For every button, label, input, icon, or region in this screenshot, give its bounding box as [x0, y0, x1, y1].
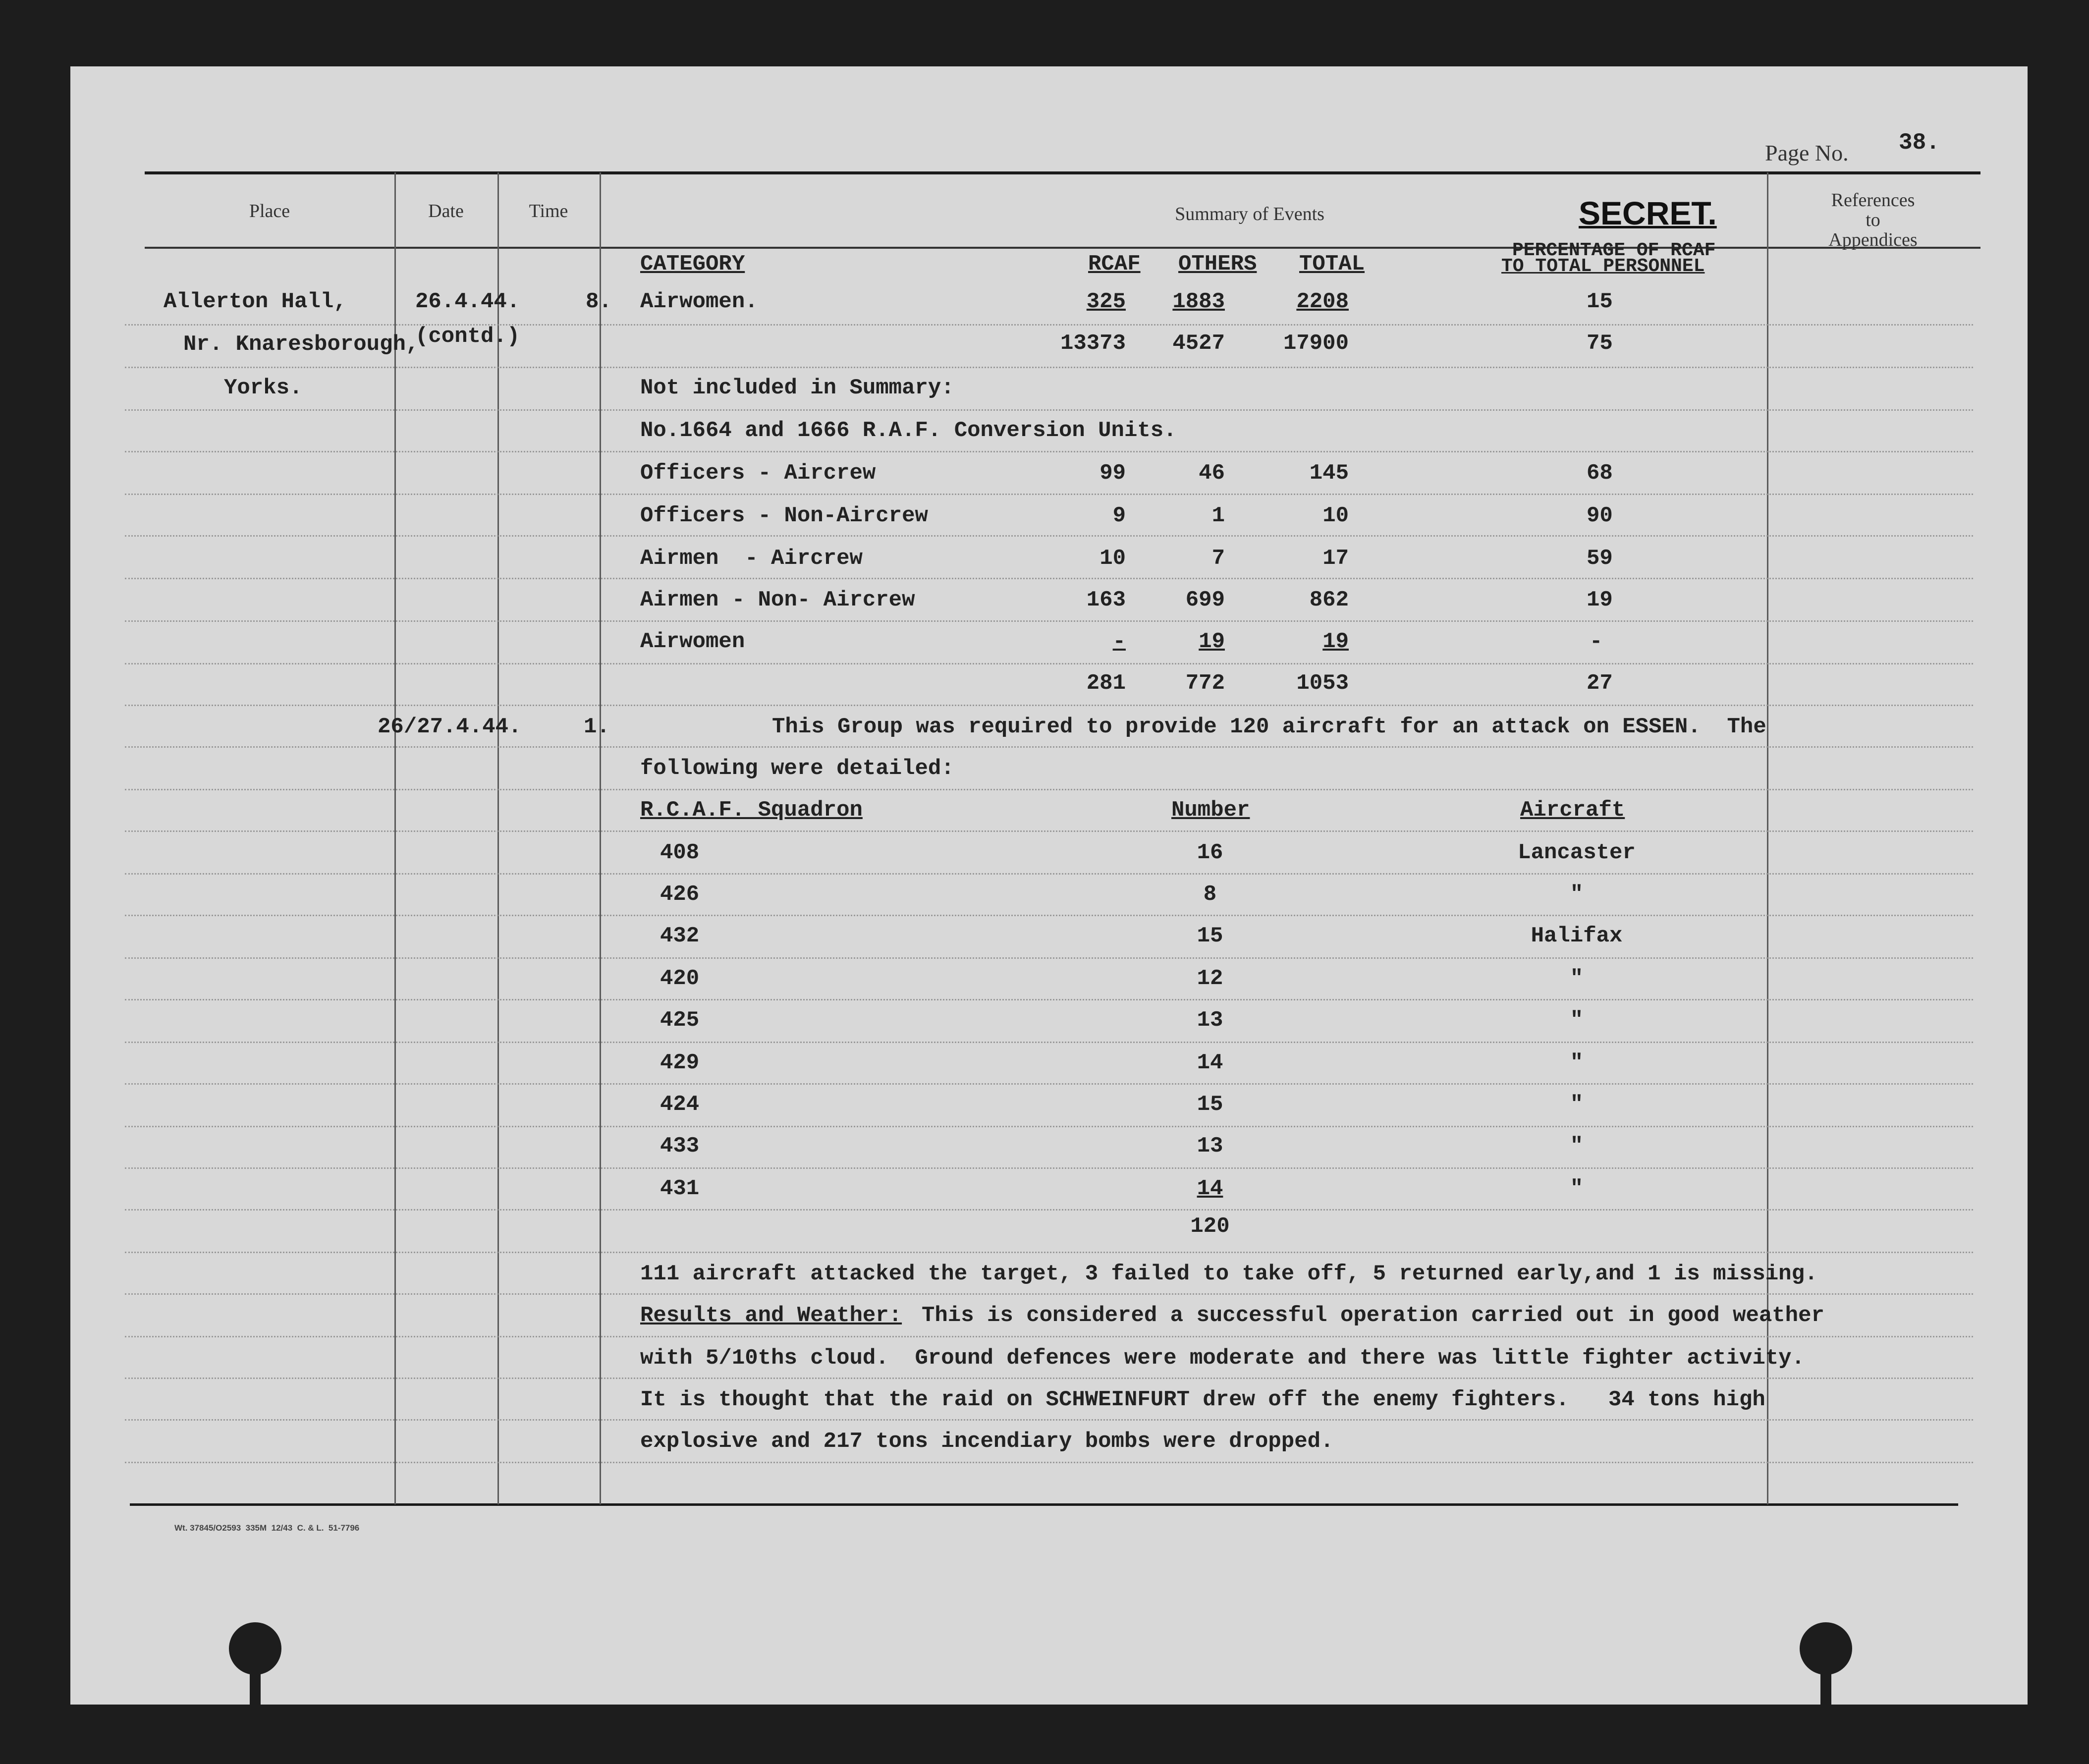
aircraft-type: " — [1570, 882, 1584, 907]
airwomen-rcaf: 325 — [1086, 289, 1126, 314]
entry2-time: 1. — [584, 715, 610, 739]
not-included-row-total: 10 — [1322, 503, 1349, 528]
ruled-line — [125, 367, 1973, 368]
airwomen-total: 2208 — [1296, 289, 1349, 314]
airwomen-others: 1883 — [1172, 289, 1225, 314]
number-header: Number — [1171, 798, 1250, 823]
ruled-line — [125, 535, 1973, 537]
summary-total-others: 4527 — [1172, 331, 1225, 356]
aircraft-type: " — [1570, 1134, 1584, 1158]
aircraft-count: 15 — [1197, 1092, 1223, 1117]
not-included-row-category: Officers - Aircrew — [640, 461, 876, 486]
not-included-row-total: 17 — [1322, 546, 1349, 571]
entry2-date: 26/27.4.44. — [378, 715, 522, 739]
not-included-row-pct: - — [1590, 629, 1603, 654]
column-header-place: Place — [249, 201, 290, 221]
entry1-date-note: (contd.) — [415, 324, 520, 349]
ruled-line — [125, 999, 1973, 1000]
summary-total-pct: 75 — [1587, 331, 1613, 356]
footer-rule — [130, 1503, 1958, 1506]
not-included-row-category: Airwomen — [640, 629, 745, 654]
ruled-line — [125, 1336, 1973, 1337]
not-included-total-total: 1053 — [1296, 671, 1349, 696]
not-included-row-total: 862 — [1309, 588, 1349, 612]
ruled-line — [125, 915, 1973, 916]
not-included-row-others: 46 — [1199, 461, 1225, 486]
header-top-rule — [145, 171, 1980, 174]
page-number-value: 38. — [1899, 130, 1940, 156]
aircraft-type: Halifax — [1531, 924, 1623, 948]
airwomen-category: Airwomen. — [640, 289, 758, 314]
binder-hole-right-stem — [1820, 1652, 1831, 1707]
squadron-number: 424 — [660, 1092, 700, 1117]
not-included-row-rcaf: - — [1112, 629, 1126, 654]
aircraft-count: 14 — [1197, 1176, 1223, 1201]
not-included-total-rcaf: 281 — [1086, 671, 1126, 696]
squadron-number: 425 — [660, 1008, 700, 1033]
place-line-2: Nr. Knaresborough, — [183, 332, 419, 357]
not-included-row-rcaf: 10 — [1099, 546, 1126, 571]
percentage-header-line2: TO TOTAL PERSONNEL — [1501, 256, 1705, 277]
page-number-label: Page No. — [1765, 140, 1849, 165]
ruled-line — [125, 620, 1973, 622]
not-included-row-pct: 59 — [1587, 546, 1613, 571]
ruled-line — [125, 789, 1973, 790]
col-line-time-summary — [600, 172, 601, 1504]
footer-print-code: Wt. 37845/O2593 335M 12/43 C. & L. 51-7796 — [174, 1523, 360, 1533]
not-included-row-pct: 68 — [1587, 461, 1613, 486]
aircraft-type: " — [1570, 1008, 1584, 1033]
ruled-line — [125, 705, 1973, 706]
results-line3: It is thought that the raid on SCHWEINFURT drew off the enemy fighters. 34 tons high — [640, 1387, 1765, 1412]
squadron-total: 120 — [1190, 1214, 1230, 1239]
ruled-line — [125, 1419, 1973, 1421]
squadron-number: 420 — [660, 966, 700, 991]
total-header: TOTAL — [1299, 252, 1365, 276]
squadron-number: 431 — [660, 1176, 700, 1201]
ruled-line — [125, 1378, 1973, 1379]
others-header: OTHERS — [1178, 252, 1257, 276]
aircraft-type: " — [1570, 1176, 1584, 1201]
secret-stamp: SECRET. — [1579, 195, 1717, 231]
not-included-row-category: Airmen - Aircrew — [640, 546, 863, 571]
ruled-line — [125, 494, 1973, 495]
ruled-line — [125, 324, 1973, 326]
aircraft-type: " — [1570, 966, 1584, 991]
not-included-row-others: 1 — [1211, 503, 1225, 528]
not-included-row-others: 699 — [1185, 588, 1225, 612]
ruled-line — [125, 451, 1973, 452]
not-included-row-total: 19 — [1322, 629, 1349, 654]
ruled-line — [125, 409, 1973, 411]
binder-hole-left-stem — [250, 1652, 261, 1707]
ruled-line — [125, 873, 1973, 875]
squadron-number: 432 — [660, 924, 700, 948]
squadron-number: 433 — [660, 1134, 700, 1158]
aircraft-header: Aircraft — [1520, 798, 1625, 823]
not-included-row-others: 7 — [1211, 546, 1225, 571]
squadron-header: R.C.A.F. Squadron — [640, 798, 863, 823]
entry2-intro-line1: This Group was required to provide 120 aircraft for an attack on ESSEN. The — [772, 715, 1766, 739]
ruled-line — [125, 1167, 1973, 1169]
ruled-line — [125, 1293, 1973, 1295]
results-line1: This is considered a successful operation carried out in good weather — [922, 1303, 1824, 1328]
results-line4: explosive and 217 tons incendiary bombs were dropped. — [640, 1429, 1334, 1454]
summary-total-total: 17900 — [1283, 331, 1349, 356]
squadron-number: 429 — [660, 1050, 700, 1075]
not-included-heading: Not included in Summary: — [640, 376, 954, 400]
results-line2: with 5/10ths cloud. Ground defences were moderate and there was little fighter activity. — [640, 1346, 1805, 1371]
not-included-total-pct: 27 — [1587, 671, 1613, 696]
not-included-row-rcaf: 99 — [1099, 461, 1126, 486]
ruled-line — [125, 1462, 1973, 1463]
not-included-row-total: 145 — [1309, 461, 1349, 486]
col-line-date-time — [497, 172, 499, 1504]
ruled-line — [125, 663, 1973, 664]
percentage-header-line1: PERCENTAGE OF RCAF — [1512, 240, 1716, 261]
col-line-place-date — [394, 172, 396, 1504]
rcaf-header: RCAF — [1088, 252, 1141, 276]
aircraft-count: 13 — [1197, 1134, 1223, 1158]
ruled-line — [125, 1083, 1973, 1085]
column-header-references: References to Appendices — [1828, 190, 1918, 250]
not-included-total-others: 772 — [1185, 671, 1225, 696]
squadron-number: 408 — [660, 840, 700, 865]
entry1-date: 26.4.44. — [415, 289, 520, 314]
aircraft-type: " — [1570, 1050, 1584, 1075]
category-header: CATEGORY — [640, 252, 745, 276]
not-included-row-pct: 90 — [1587, 503, 1613, 528]
aircraft-count: 15 — [1197, 924, 1223, 948]
entry1-time: 8. — [586, 289, 612, 314]
aircraft-count: 14 — [1197, 1050, 1223, 1075]
conversion-units-line: No.1664 and 1666 R.A.F. Conversion Units. — [640, 418, 1177, 443]
aircraft-count: 16 — [1197, 840, 1223, 865]
aircraft-type: Lancaster — [1518, 840, 1636, 865]
ruled-line — [125, 1042, 1973, 1043]
ruled-line — [125, 957, 1973, 959]
form-sheet — [70, 66, 2028, 1705]
place-line-1: Allerton Hall, — [164, 289, 347, 314]
not-included-row-rcaf: 9 — [1112, 503, 1126, 528]
airwomen-pct: 15 — [1587, 289, 1613, 314]
summary-total-rcaf: 13373 — [1060, 331, 1126, 356]
aircraft-count: 8 — [1203, 882, 1217, 907]
not-included-row-rcaf: 163 — [1086, 588, 1126, 612]
aircraft-type: " — [1570, 1092, 1584, 1117]
column-header-date: Date — [428, 201, 464, 221]
ruled-line — [125, 830, 1973, 832]
entry2-intro-line2: following were detailed: — [640, 756, 954, 781]
not-included-row-category: Officers - Non-Aircrew — [640, 503, 928, 528]
ruled-line — [125, 746, 1973, 748]
results-label: Results and Weather: — [640, 1303, 902, 1328]
aircraft-count: 12 — [1197, 966, 1223, 991]
not-included-row-pct: 19 — [1587, 588, 1613, 612]
column-header-summary: Summary of Events — [1175, 204, 1324, 224]
aircraft-count: 13 — [1197, 1008, 1223, 1033]
ruled-line — [125, 578, 1973, 579]
squadron-number: 426 — [660, 882, 700, 907]
column-header-time: Time — [529, 201, 568, 221]
ruled-line — [125, 1252, 1973, 1253]
place-line-3: Yorks. — [224, 376, 303, 400]
not-included-row-category: Airmen - Non- Aircrew — [640, 588, 915, 612]
not-included-row-others: 19 — [1199, 629, 1225, 654]
ruled-line — [125, 1126, 1973, 1127]
result-line: 111 aircraft attacked the target, 3 failed to take off, 5 returned early,and 1 is missing. — [640, 1262, 1818, 1286]
ruled-line — [125, 1209, 1973, 1211]
